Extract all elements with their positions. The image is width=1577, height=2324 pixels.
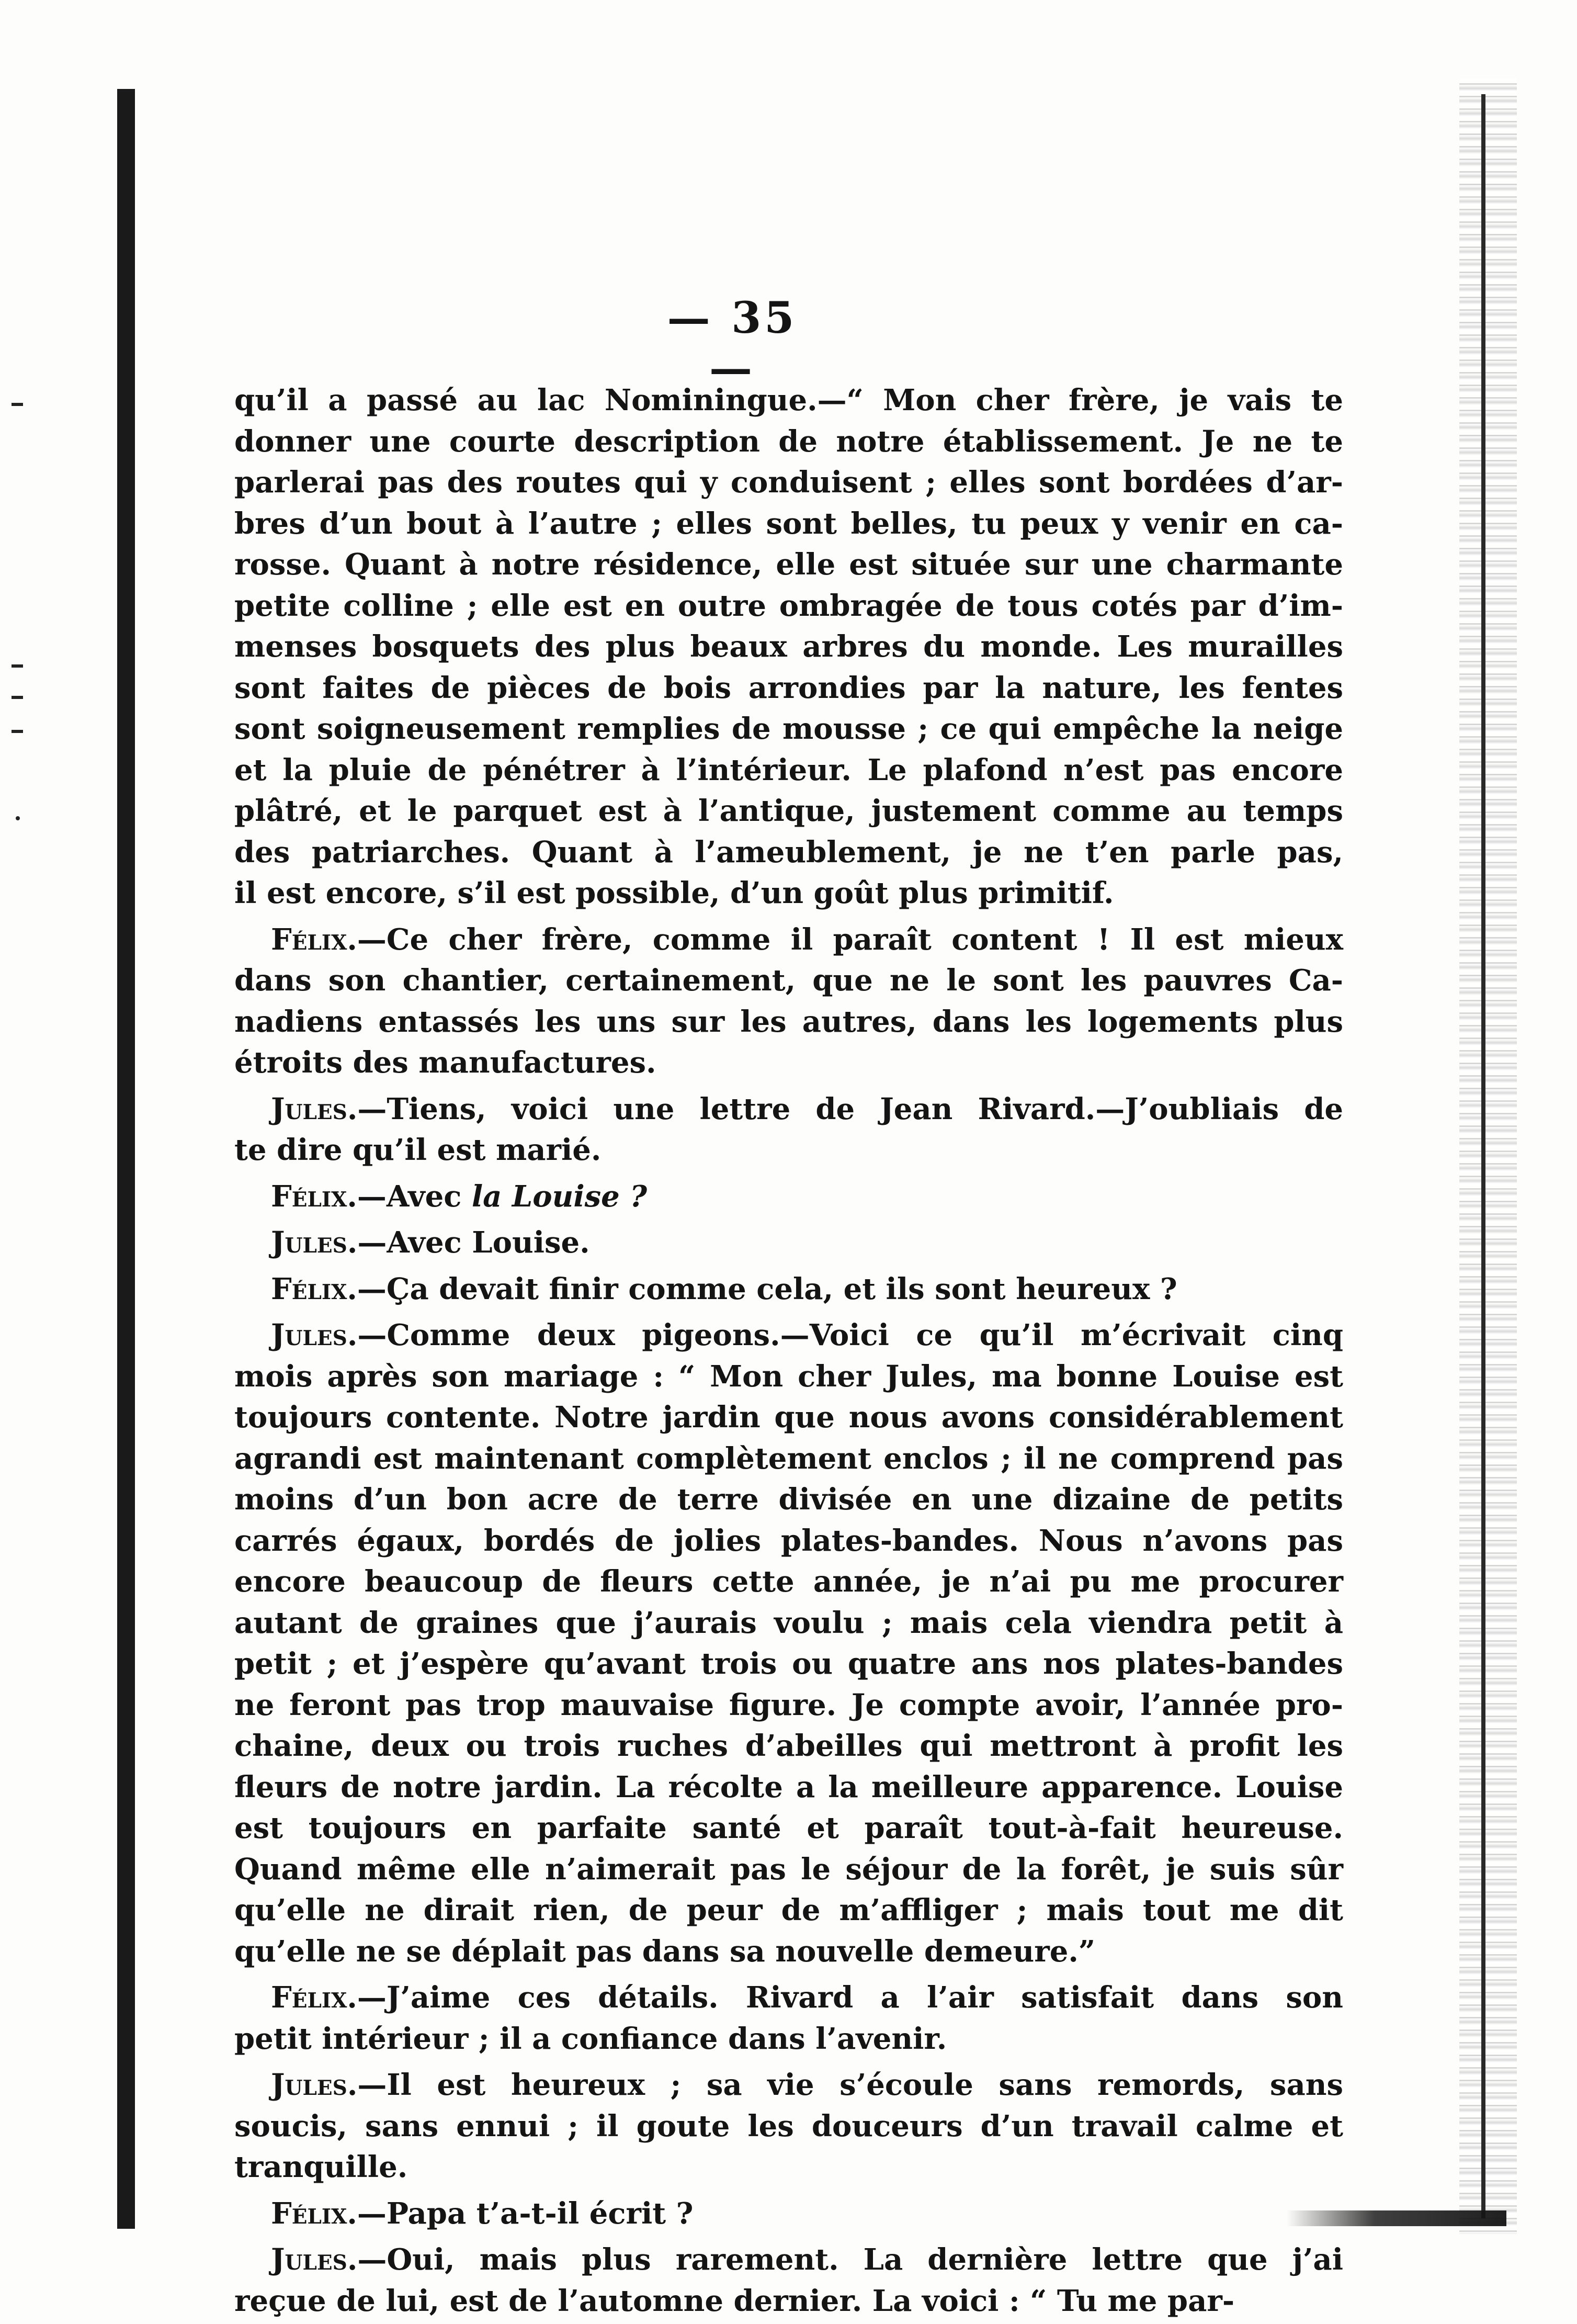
line-text: —Ça devait finir comme cela, et ils sont heureux ? [357, 1271, 1177, 1306]
speaker-name: Jules. [271, 1091, 358, 1126]
line-text: —Tiens, voici une lettre de Jean Rivard.—J’oubliais de [357, 1091, 1343, 1126]
line-text: autant de graines que j’aurais voulu ; mais cela viendra petit à [234, 1605, 1343, 1640]
text-line [234, 1849, 1343, 1890]
line-text: donner une courte description de notre établissement. Je ne te [234, 424, 1343, 459]
text-line [234, 1222, 1343, 1263]
text-line [234, 960, 1343, 1001]
text-line [234, 1130, 1343, 1171]
text-line [234, 421, 1343, 462]
text-line [234, 2018, 1343, 2060]
line-text: étroits des manufactures. [234, 1045, 656, 1080]
text-line [234, 1042, 1343, 1084]
italic-text: la Louise ? [471, 1179, 648, 1214]
line-text: —Papa t’a-t-il écrit ? [357, 2196, 694, 2231]
line-text: tranquille. [234, 2150, 408, 2184]
line-text: et la pluie de pénétrer à l’intérieur. Le plafond n’est pas encore [234, 752, 1343, 787]
line-text: petite colline ; elle est en outre ombragée de tous cotés par d’im- [234, 588, 1343, 623]
text-line [234, 2106, 1343, 2147]
text-line [234, 2064, 1343, 2106]
text-line [234, 832, 1343, 873]
paragraph-gap [234, 2188, 1343, 2193]
line-text: ne feront pas trop mauvaise figure. Je compte avoir, l’année pro- [234, 1687, 1343, 1722]
paragraph [234, 2239, 1343, 2321]
line-text: qu’elle ne dirait rien, de peur de m’affliger ; mais tout me dit [234, 1893, 1343, 1927]
text-line [234, 1643, 1343, 1685]
text-line [234, 1561, 1343, 1603]
paragraph-gap [234, 2234, 1343, 2239]
text-line [234, 1089, 1343, 1130]
line-text: nadiens entassés les uns sur les autres, dans les logements plus [234, 1004, 1343, 1039]
line-text: plâtré, et le parquet est à l’antique, justement comme au temps [234, 794, 1343, 828]
text-line [234, 1001, 1343, 1043]
text-line [234, 1356, 1343, 1397]
text-line [234, 2239, 1343, 2281]
line-text: —Avec Louise. [357, 1225, 590, 1260]
text-line [234, 462, 1343, 503]
speaker-name: Jules. [271, 1318, 358, 1352]
paragraph-gap [234, 1171, 1343, 1176]
line-text: Quand même elle n’aimerait pas le séjour de la forêt, je suis sûr [234, 1852, 1343, 1887]
paragraph-gap [234, 1084, 1343, 1089]
line-text: dans son chantier, certainement, que ne le sont les pauvres Ca- [234, 963, 1343, 998]
margin-mark [12, 664, 23, 668]
page-number: — 35 — [667, 293, 798, 393]
line-text: des patriarches. Quant à l’ameublement, je ne t’en parle pas, [234, 834, 1343, 870]
line-text: moins d’un bon acre de terre divisée en une dizaine de petits [234, 1482, 1343, 1517]
paragraph [234, 1176, 1343, 1217]
line-text: petit intérieur ; il a confiance dans l’avenir. [234, 2021, 947, 2056]
text-line [234, 1315, 1343, 1356]
paragraph [234, 1222, 1343, 1263]
line-text: il est encore, s’il est possible, d’un goût plus primitif. [234, 876, 1114, 910]
paragraph-gap [234, 914, 1343, 919]
margin-mark [12, 696, 23, 699]
paragraph [234, 919, 1343, 1084]
line-text: est toujours en parfaite santé et paraît tout-à-fait heureuse. [234, 1811, 1343, 1845]
text-line [234, 873, 1343, 914]
text-line [234, 668, 1343, 709]
line-text: parlerai pas des routes qui y conduisent ; elles sont bordées d’ar- [234, 465, 1343, 500]
line-text: —Il est heureux ; sa vie s’écoule sans remords, sans [357, 2068, 1343, 2102]
line-text: te dire qu’il est marié. [234, 1133, 602, 1167]
text-line [234, 1767, 1343, 1808]
text-line [234, 1890, 1343, 1931]
speaker-name: Jules. [271, 2242, 358, 2277]
text-line [234, 1931, 1343, 1972]
line-text: carrés égaux, bordés de jolies plates-bandes. Nous n’avons pas [234, 1523, 1343, 1558]
paragraph-gap [234, 1310, 1343, 1315]
text-line [234, 1269, 1343, 1310]
text-line [234, 503, 1343, 545]
line-text: mois après son mariage : “ Mon cher Jules, ma bonne Louise est [234, 1359, 1343, 1394]
text-line [234, 2281, 1343, 2322]
body-text [234, 380, 1343, 2321]
margin-mark [16, 816, 20, 820]
paragraph-gap [234, 2059, 1343, 2064]
text-line [234, 2193, 1343, 2235]
text-line [234, 1397, 1343, 1438]
text-line [234, 1438, 1343, 1480]
line-text: encore beaucoup de fleurs cette année, je n’ai pu me procurer [234, 1564, 1343, 1599]
text-line [234, 1603, 1343, 1644]
text-line [234, 2147, 1343, 2188]
paragraph [234, 1269, 1343, 1310]
paragraph [234, 380, 1343, 914]
line-text: —Avec [357, 1179, 472, 1214]
line-text: bres d’un bout à l’autre ; elles sont belles, tu peux y venir en ca- [234, 506, 1343, 541]
line-text: qu’il a passé au lac Nominingue.—“ Mon cher frère, je vais te [234, 383, 1343, 418]
binding-shadow-left [117, 89, 135, 2229]
text-line [234, 919, 1343, 961]
paragraph [234, 1315, 1343, 1972]
paragraph [234, 2193, 1343, 2235]
line-text: —J’aime ces détails. Rivard a l’air satisfait dans son [357, 1980, 1343, 2015]
paragraph [234, 2064, 1343, 2188]
page-edge-right [1459, 78, 1517, 2234]
binding-line-right [1481, 94, 1485, 2218]
line-text: —Comme deux pigeons.—Voici ce qu’il m’écrivait cinq [357, 1318, 1343, 1352]
speaker-name: Jules. [271, 1225, 358, 1260]
text-line [234, 1725, 1343, 1767]
speaker-name: Félix. [271, 1179, 357, 1214]
speaker-name: Jules. [271, 2068, 358, 2102]
line-text: sont faites de pièces de bois arrondies par la nature, les fentes [234, 670, 1343, 705]
margin-mark [12, 403, 23, 406]
text-line [234, 1479, 1343, 1520]
margin-mark [12, 730, 23, 733]
paragraph [234, 1977, 1343, 2059]
text-line [234, 544, 1343, 585]
line-text: sont soigneusement remplies de mousse ; ce qui empêche la neige [234, 712, 1343, 746]
paragraph-gap [234, 1263, 1343, 1269]
line-text: chaine, deux ou trois ruches d’abeilles qui mettront à profit les [234, 1729, 1343, 1763]
text-line [234, 380, 1343, 421]
line-text: menses bosquets des plus beaux arbres du monde. Les murailles [234, 629, 1343, 664]
line-text: —Ce cher frère, comme il paraît content ! Il est mieux [357, 922, 1343, 957]
text-line [234, 750, 1343, 791]
text-line [234, 626, 1343, 668]
line-text: agrandi est maintenant complètement enclos ; il ne comprend pas [234, 1441, 1343, 1476]
line-text: fleurs de notre jardin. La récolte a la meilleure apparence. Louise [234, 1769, 1343, 1804]
paragraph [234, 1089, 1343, 1171]
line-text: qu’elle ne se déplait pas dans sa nouvelle demeure.” [234, 1934, 1096, 1969]
speaker-name: Félix. [271, 2196, 357, 2231]
text-line [234, 1808, 1343, 1849]
text-line [234, 791, 1343, 832]
text-line [234, 1176, 1343, 1217]
line-text: petit ; et j’espère qu’avant trois ou quatre ans nos plates-bandes [234, 1646, 1343, 1681]
paragraph-gap [234, 1217, 1343, 1222]
line-text: rosse. Quant à notre résidence, elle est située sur une charmante [234, 547, 1343, 582]
line-text: toujours contente. Notre jardin que nous avons considérablement [234, 1400, 1343, 1435]
text-line [234, 585, 1343, 627]
text-line [234, 1977, 1343, 2018]
speaker-name: Félix. [271, 922, 357, 957]
paragraph-gap [234, 1972, 1343, 1977]
text-line [234, 1520, 1343, 1562]
text-line [234, 708, 1343, 750]
text-line [234, 1685, 1343, 1726]
speaker-name: Félix. [271, 1271, 357, 1306]
line-text: reçue de lui, est de l’automne dernier. La voici : “ Tu me par- [234, 2283, 1235, 2318]
speaker-name: Félix. [271, 1980, 357, 2015]
line-text: soucis, sans ennui ; il goute les douceurs d’un travail calme et [234, 2108, 1343, 2144]
line-text: —Oui, mais plus rarement. La dernière lettre que j’ai [357, 2242, 1343, 2277]
